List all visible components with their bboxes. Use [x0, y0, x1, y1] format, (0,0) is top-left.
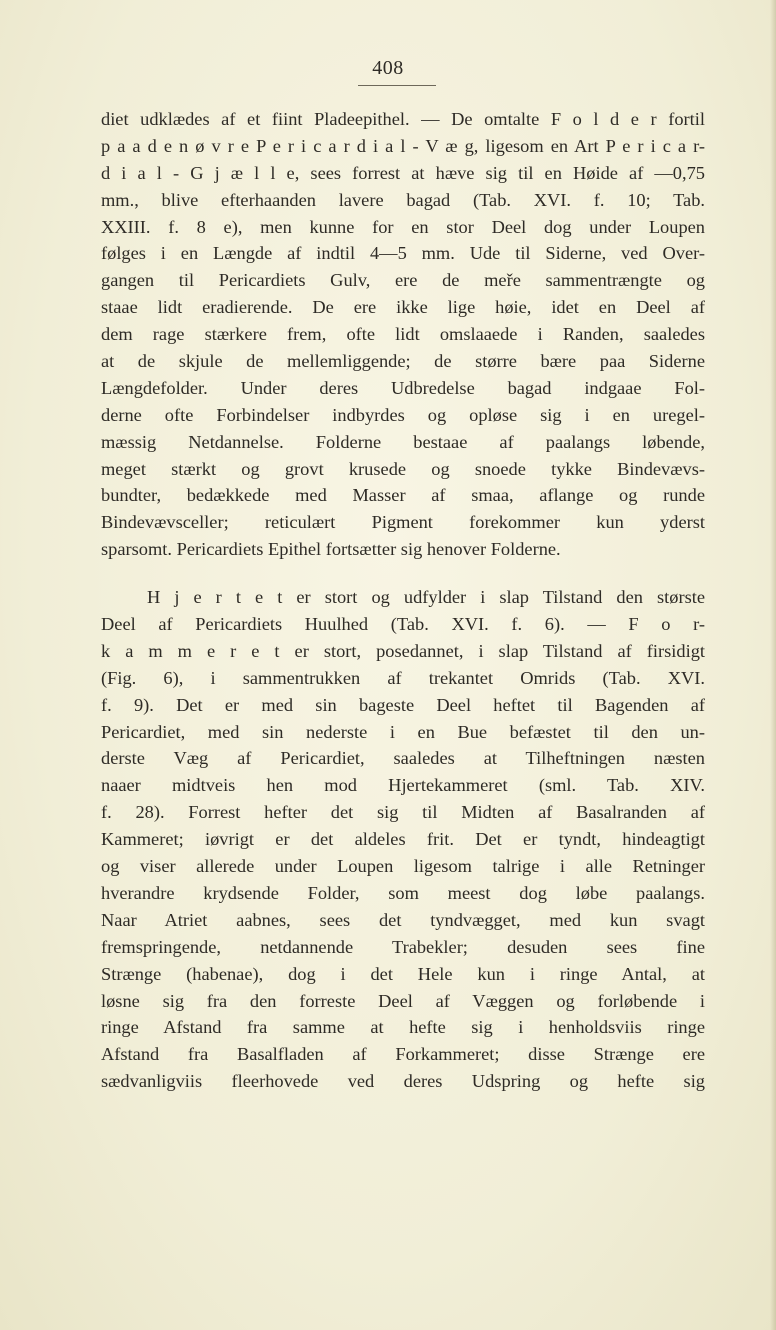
text-line: dem rage stærkere frem, ofte lidt omslaaede i Randen, saaledes	[101, 324, 705, 345]
text-line: f. 28). Forrest hefter det sig til Midten af Basalranden af	[101, 802, 705, 823]
body-text	[101, 106, 705, 1095]
text-line: Naar Atriet aabnes, sees det tyndvægget, med kun svagt	[101, 909, 705, 930]
text-line: derne ofte Forbindelser indbyrdes og opløse sig i en uregel-	[101, 404, 705, 425]
text-line: løsne sig fra den forreste Deel af Væggen og forløbende i	[101, 990, 705, 1011]
paragraph-heart	[101, 584, 705, 1095]
text-line: Bindevævsceller; reticulært Pigment forekommer kun yderst	[101, 512, 705, 533]
text-line: Strænge (habenae), dog i det Hele kun i ringe Antal, at	[101, 963, 705, 984]
text-line: sædvanligviis fleerhovede ved deres Udspring og hefte sig	[101, 1071, 705, 1092]
text-line: og viser allerede under Loupen ligesom talrige i alle Retninger	[101, 856, 705, 877]
text-line: derste Væg af Pericardiet, saaledes at Tilheftningen næsten	[101, 748, 705, 769]
text-line: diet udklædes af et fiint Pladeepithel. — De omtalte F o l d e r fortil	[101, 109, 705, 129]
text-line: staae lidt eradierende. De ere ikke lige høie, idet en Deel af	[101, 297, 705, 318]
text-line: mæssig Netdannelse. Folderne bestaae af paalangs løbende,	[101, 431, 705, 452]
text-line: H j e r t e t er stort og udfylder i slap Tilstand den største	[147, 587, 705, 608]
text-line: naaer midtveis hen mod Hjertekammeret (sml. Tab. XIV.	[101, 775, 705, 796]
text-line: Afstand fra Basalfladen af Forkammeret; disse Strænge ere	[101, 1044, 705, 1065]
text-line: d i a l - G j æ l l e, sees forrest at hæve sig til en Høide af —0,75	[101, 162, 705, 183]
text-line: mm., blive efterhaanden lavere bagad (Tab. XVI. f. 10; Tab.	[101, 189, 705, 210]
page-edge-shadow	[770, 0, 776, 1330]
paragraph-gap	[101, 563, 705, 584]
text-line: meget stærkt og grovt krusede og snoede tykke Bindevævs-	[101, 458, 705, 479]
text-line: k a m m e r e t er stort, posedannet, i slap Tilstand af firsidigt	[101, 640, 705, 661]
text-line: Kammeret; iøvrigt er det aldeles frit. Det er tyndt, hindeagtigt	[101, 829, 705, 850]
text-line: bundter, bedækkede med Masser af smaa, aflange og runde	[101, 485, 705, 506]
page-number-rule	[358, 85, 436, 86]
text-line: Længdefolder. Under deres Udbredelse bagad indgaae Fol-	[101, 377, 705, 398]
text-line: at de skjule de mellemliggende; de større bære paa Siderne	[101, 351, 705, 372]
text-line: hverandre krydsende Folder, som meest dog løbe paalangs.	[101, 882, 705, 903]
text-line: sparsomt. Pericardiets Epithel fortsætter sig henover Folderne.	[101, 539, 561, 560]
paragraph-pericardial-folds	[101, 106, 705, 563]
text-line: p a a d e n ø v r e P e r i c a r d i a l - V æ g, ligesom en Art P e r i c a r-	[101, 135, 705, 156]
text-line: Pericardiet, med sin nederste i en Bue befæstet til den un-	[101, 721, 705, 742]
text-line: ringe Afstand fra samme at hefte sig i henholdsviis ringe	[101, 1017, 705, 1038]
text-line: f. 9). Det er med sin bageste Deel heftet til Bagenden af	[101, 694, 705, 715]
text-line: Deel af Pericardiets Huulhed (Tab. XVI. f. 6). — F o r-	[101, 614, 705, 635]
text-line: (Fig. 6), i sammentrukken af trekantet Omrids (Tab. XVI.	[101, 667, 705, 688]
text-line: følges i en Længde af indtil 4—5 mm. Ude til Siderne, ved Over-	[101, 243, 705, 264]
page-number: 408	[372, 57, 404, 79]
text-line: fremspringende, netdannende Trabekler; desuden sees fine	[101, 936, 705, 957]
text-line: XXIII. f. 8 e), men kunne for en stor Deel dog under Loupen	[101, 216, 705, 237]
text-line: gangen til Pericardiets Gulv, ere de meře sammentrængte og	[101, 270, 705, 291]
